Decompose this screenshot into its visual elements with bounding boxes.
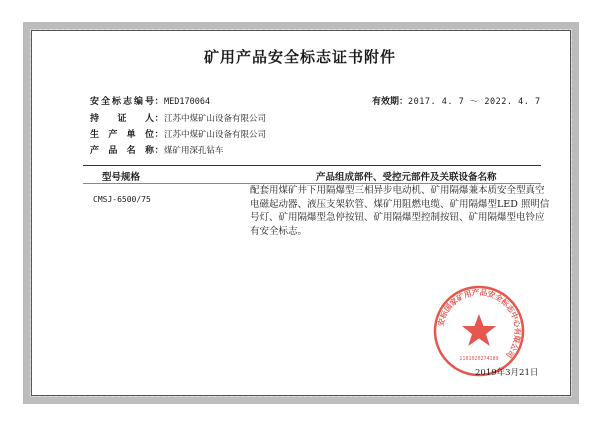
field-value: MED170064 [164,97,211,107]
field-label: 产 品 名 称 [90,146,154,156]
seal-text: 安标国家矿用产品安全标志中心有限公司 [436,287,523,360]
seal-star-icon [462,314,496,346]
document-title: 矿用产品安全标志证书附件 [203,48,396,66]
field-value: 煤矿用深孔钻车 [164,146,224,156]
official-seal [432,284,526,378]
validity-value: 2017. 4. 7 ～ 2022. 4. 7 [408,97,541,107]
seal-number: 1101020274189 [459,356,499,362]
field-product-name: 产 品 名 称：煤矿用深孔钻车 [90,143,224,156]
validity-label: 有效期： [372,97,409,107]
field-label: 生 产 单 位 [90,130,154,140]
field-label: 安全标志编号 [90,97,154,107]
table-top-rule [83,165,541,166]
field-value: 江苏中煤矿山设备有限公司 [164,130,267,140]
field-manufacturer: 生 产 单 位：江苏中煤矿山设备有限公司 [90,127,266,140]
field-mark-number: 安全标志编号：MED170064 [90,94,210,107]
table-cell-model: CMSJ-6500/75 [93,195,151,204]
issue-date: 2019年3月21日 [475,368,539,378]
table-header-components: 产品组成部件、受控元部件及关联设备名称 [316,172,497,183]
table-header-model: 型号规格 [102,172,141,183]
field-holder: 持 证 人：江苏中煤矿山设备有限公司 [90,111,266,124]
table-cell-description: 配套用煤矿井下用隔爆型三相异步电动机、矿用隔爆兼本质安全型真空电磁起动器、液压支架软管、煤矿用阻燃电缆、矿用隔爆型LED 照明信号灯、矿用隔爆型急停按钮、矿用隔爆型控制按钮、矿用隔爆型电铃应有安全标志。 [250,185,550,237]
validity [372,94,541,107]
field-label: 持 证 人 [90,114,154,124]
field-value: 江苏中煤矿山设备有限公司 [164,114,267,124]
